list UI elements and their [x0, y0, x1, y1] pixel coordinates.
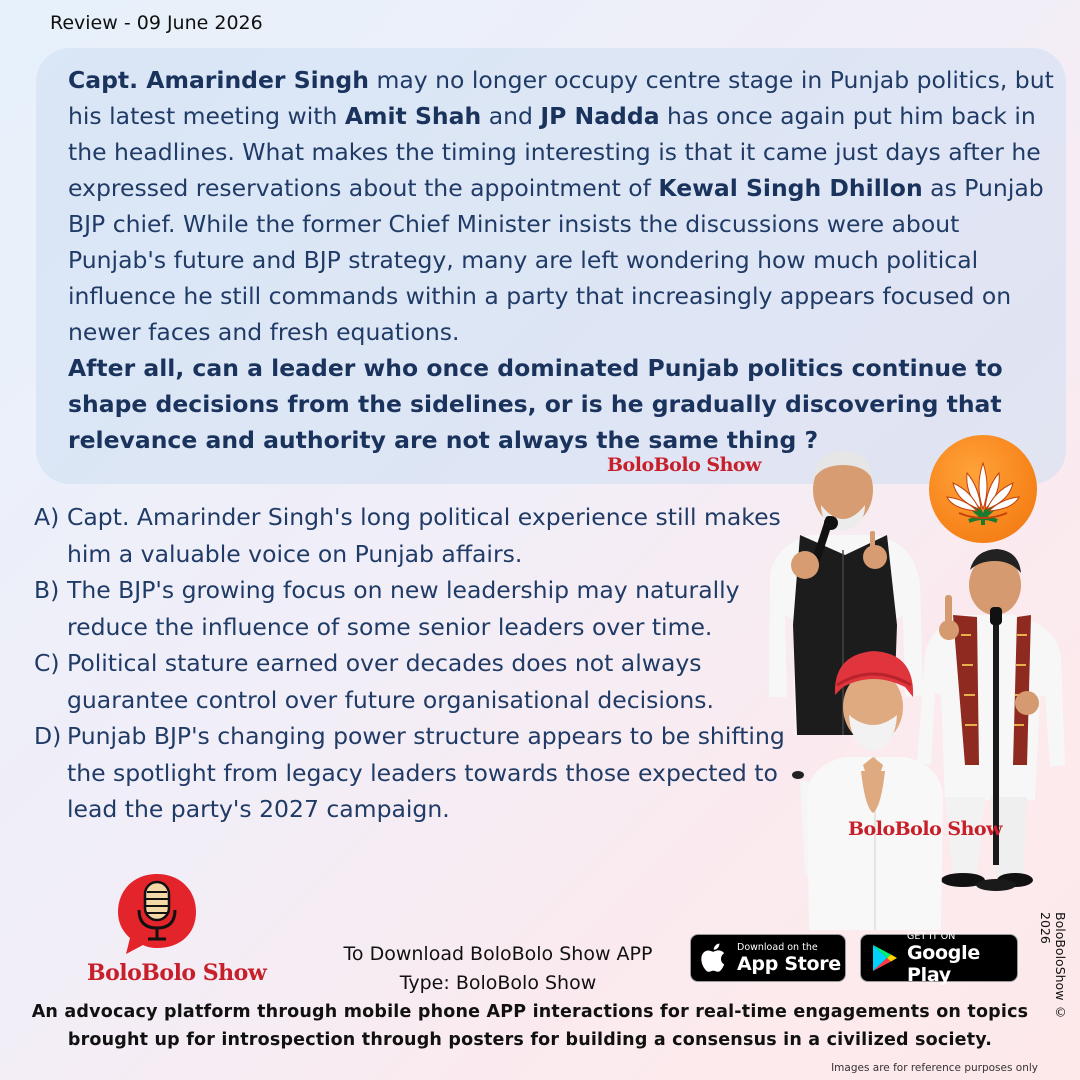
option-a — [34, 499, 794, 572]
option-letter: C) — [34, 649, 60, 677]
google-play-small-label: GET IT ON — [907, 930, 956, 942]
option-d — [34, 718, 794, 828]
option-letter: B) — [34, 576, 60, 604]
main-text — [68, 62, 1063, 458]
app-store-big-label: App Store — [737, 952, 841, 975]
main-question: After all, can a leader who once dominated Punjab politics continue to shape decisions from the sidelines, or is he gradually discovering that relevance and authority are not always the same thing ? — [68, 354, 1003, 454]
options-list — [34, 499, 794, 828]
download-line-2: Type: BoloBolo Show — [399, 972, 597, 994]
download-instructions — [328, 940, 668, 998]
disclaimer: Images are for reference purposes only — [831, 1062, 1038, 1074]
microphone-speech-bubble-icon — [112, 868, 202, 958]
download-line-1: To Download BoloBolo Show APP — [343, 943, 653, 965]
app-store-button[interactable] — [690, 934, 846, 982]
option-letter: D) — [34, 722, 62, 750]
google-play-labels — [907, 931, 1017, 986]
app-store-labels — [737, 942, 841, 975]
option-text: Punjab BJP's changing power structure appears to be shifting the spotlight from legacy leaders towards those expected to lead the party's 2027 campaign. — [67, 722, 785, 823]
google-play-icon — [871, 943, 899, 973]
brand-logo-text: BoloBolo Show — [87, 960, 267, 986]
apple-icon — [701, 943, 729, 973]
copyright-vertical: BoloBoloShow © 2026 — [1038, 912, 1068, 1020]
google-play-big-label: Google Play — [907, 941, 980, 986]
main-text-part: Capt. Amarinder Singh may no longer occupy centre stage in Punjab politics, but his latest meeting with Amit Shah and JP Nadda has once again put him back in the headlines. What makes the timing interesting is that it came just days after he expressed reservations about the appointment of Kewal Singh Dhillon as Punjab BJP chief. While the former Chief Minister insists the discussions were about Punjab's future and BJP strategy, many are left wondering how much political influence he still commands within a party that increasingly appears focused on newer faces and fresh equations. — [68, 66, 1054, 346]
footer-description: An advocacy platform through mobile phone APP interactions for real-time engagements on topics brought up for introspection through posters for building a consensus in a civilized society. — [31, 1002, 1029, 1050]
option-b — [34, 572, 794, 645]
brand-watermark-mid: BoloBolo Show — [848, 818, 1002, 840]
option-text: The BJP's growing focus on new leadership may naturally reduce the influence of some senior leaders over time. — [67, 576, 740, 641]
app-store-small-label: Download on the — [737, 941, 818, 953]
google-play-button[interactable] — [860, 930, 1018, 986]
option-text: Capt. Amarinder Singh's long political experience still makes him a valuable voice on Punjab affairs. — [67, 503, 781, 568]
option-c — [34, 645, 794, 718]
brand-watermark-top: BoloBolo Show — [607, 454, 761, 476]
review-date: Review - 09 June 2026 — [50, 12, 263, 34]
option-letter: A) — [34, 503, 60, 531]
leaders-illustration — [765, 435, 1080, 930]
option-text: Political stature earned over decades does not always guarantee control over future organisational decisions. — [67, 649, 714, 714]
